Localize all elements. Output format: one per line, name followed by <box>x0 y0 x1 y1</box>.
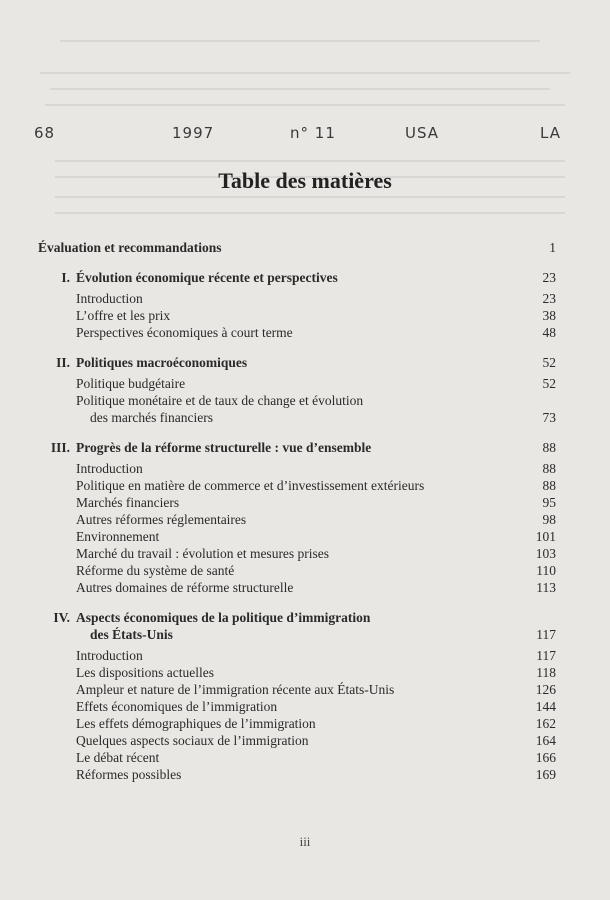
toc-entry-label: Les dispositions actuelles <box>76 665 214 680</box>
toc-entry-label: Évaluation et recommandations <box>38 240 222 255</box>
toc-entry-label: Les effets démographiques de l’immigration <box>76 716 316 731</box>
section-number: I. <box>61 270 70 285</box>
section-number: II. <box>56 355 70 370</box>
toc-page-number: 103 <box>535 546 556 561</box>
toc-page-number: 126 <box>535 682 556 697</box>
toc-entry-label: Introduction <box>76 461 143 476</box>
toc-entry-label: Introduction <box>76 291 143 306</box>
toc-entry-label: Marchés financiers <box>76 495 180 510</box>
page-title: Table des matières <box>218 168 392 193</box>
toc-entry-label: Ampleur et nature de l’immigration récente aux États-Unis <box>76 682 395 697</box>
toc-page-number: 98 <box>542 512 556 527</box>
toc-entry-label-continued: des marchés financiers <box>90 410 213 425</box>
toc-entry-label: Introduction <box>76 648 143 663</box>
toc-page-number: 52 <box>542 355 556 370</box>
handwritten-note: n° 11 <box>290 124 336 142</box>
toc-page-number: 144 <box>535 699 556 714</box>
toc-page-number: 23 <box>542 291 556 306</box>
toc-page-number: 95 <box>542 495 556 510</box>
toc-section-title: Aspects économiques de la politique d’immigration <box>76 610 371 625</box>
toc-entry-label: Réforme du système de santé <box>76 563 235 578</box>
toc-entry-label: Autres domaines de réforme structurelle <box>76 580 294 595</box>
toc-entry-label: L’offre et les prix <box>76 308 171 323</box>
toc-entry-label: Politique en matière de commerce et d’investissement extérieurs <box>76 478 425 493</box>
toc-page-number: 110 <box>536 563 556 578</box>
handwritten-note: 1997 <box>172 124 215 142</box>
toc-page-number: 23 <box>542 270 556 285</box>
handwritten-note: LA <box>540 124 561 142</box>
toc-page-number: 166 <box>535 750 556 765</box>
toc-page-number: 118 <box>536 665 556 680</box>
handwritten-note: USA <box>405 124 440 142</box>
page-number-footer: iii <box>299 834 311 849</box>
toc-page-number: 88 <box>542 461 556 476</box>
toc-entry-label: Environnement <box>76 529 160 544</box>
toc-page-number: 38 <box>542 308 556 323</box>
toc-page-number: 164 <box>535 733 556 748</box>
toc-entry-label: Autres réformes réglementaires <box>76 512 247 527</box>
toc-page-number: 88 <box>542 478 556 493</box>
toc-page-number: 101 <box>535 529 556 544</box>
toc-entry-label: Politique budgétaire <box>76 376 186 391</box>
toc-entry-label: Le débat récent <box>76 750 160 765</box>
toc-section-title: Progrès de la réforme structurelle : vue d’ensemble <box>76 440 372 455</box>
toc-page-number: 88 <box>542 440 556 455</box>
toc-page-number: 169 <box>535 767 556 782</box>
toc-page-number: 48 <box>542 325 556 340</box>
toc-page-number: 73 <box>542 410 556 425</box>
toc-page-number: 117 <box>536 648 556 663</box>
section-number: IV. <box>53 610 70 625</box>
toc-page-number: 117 <box>536 627 556 642</box>
toc-entry-label: Marché du travail : évolution et mesures prises <box>76 546 330 561</box>
toc-entry-label: Politique monétaire et de taux de change et évolution <box>76 393 364 408</box>
bleed-through-artifact <box>30 0 590 230</box>
toc-section-title: Évolution économique récente et perspectives <box>76 270 338 285</box>
toc-page-number: 113 <box>536 580 556 595</box>
toc-page-number: 1 <box>549 240 556 255</box>
section-number: III. <box>50 440 70 455</box>
toc-page-number: 162 <box>535 716 556 731</box>
toc-section-title: Politiques macroéconomiques <box>76 355 248 370</box>
toc-entry-label: Perspectives économiques à court terme <box>76 325 293 340</box>
toc-entry-label: Réformes possibles <box>76 767 182 782</box>
toc-page-number: 52 <box>542 376 556 391</box>
toc-entry-label: Effets économiques de l’immigration <box>76 699 278 714</box>
toc-section-title-continued: des États-Unis <box>90 627 173 642</box>
toc-entry-label: Quelques aspects sociaux de l’immigration <box>76 733 309 748</box>
handwritten-note: 68 <box>34 124 56 142</box>
